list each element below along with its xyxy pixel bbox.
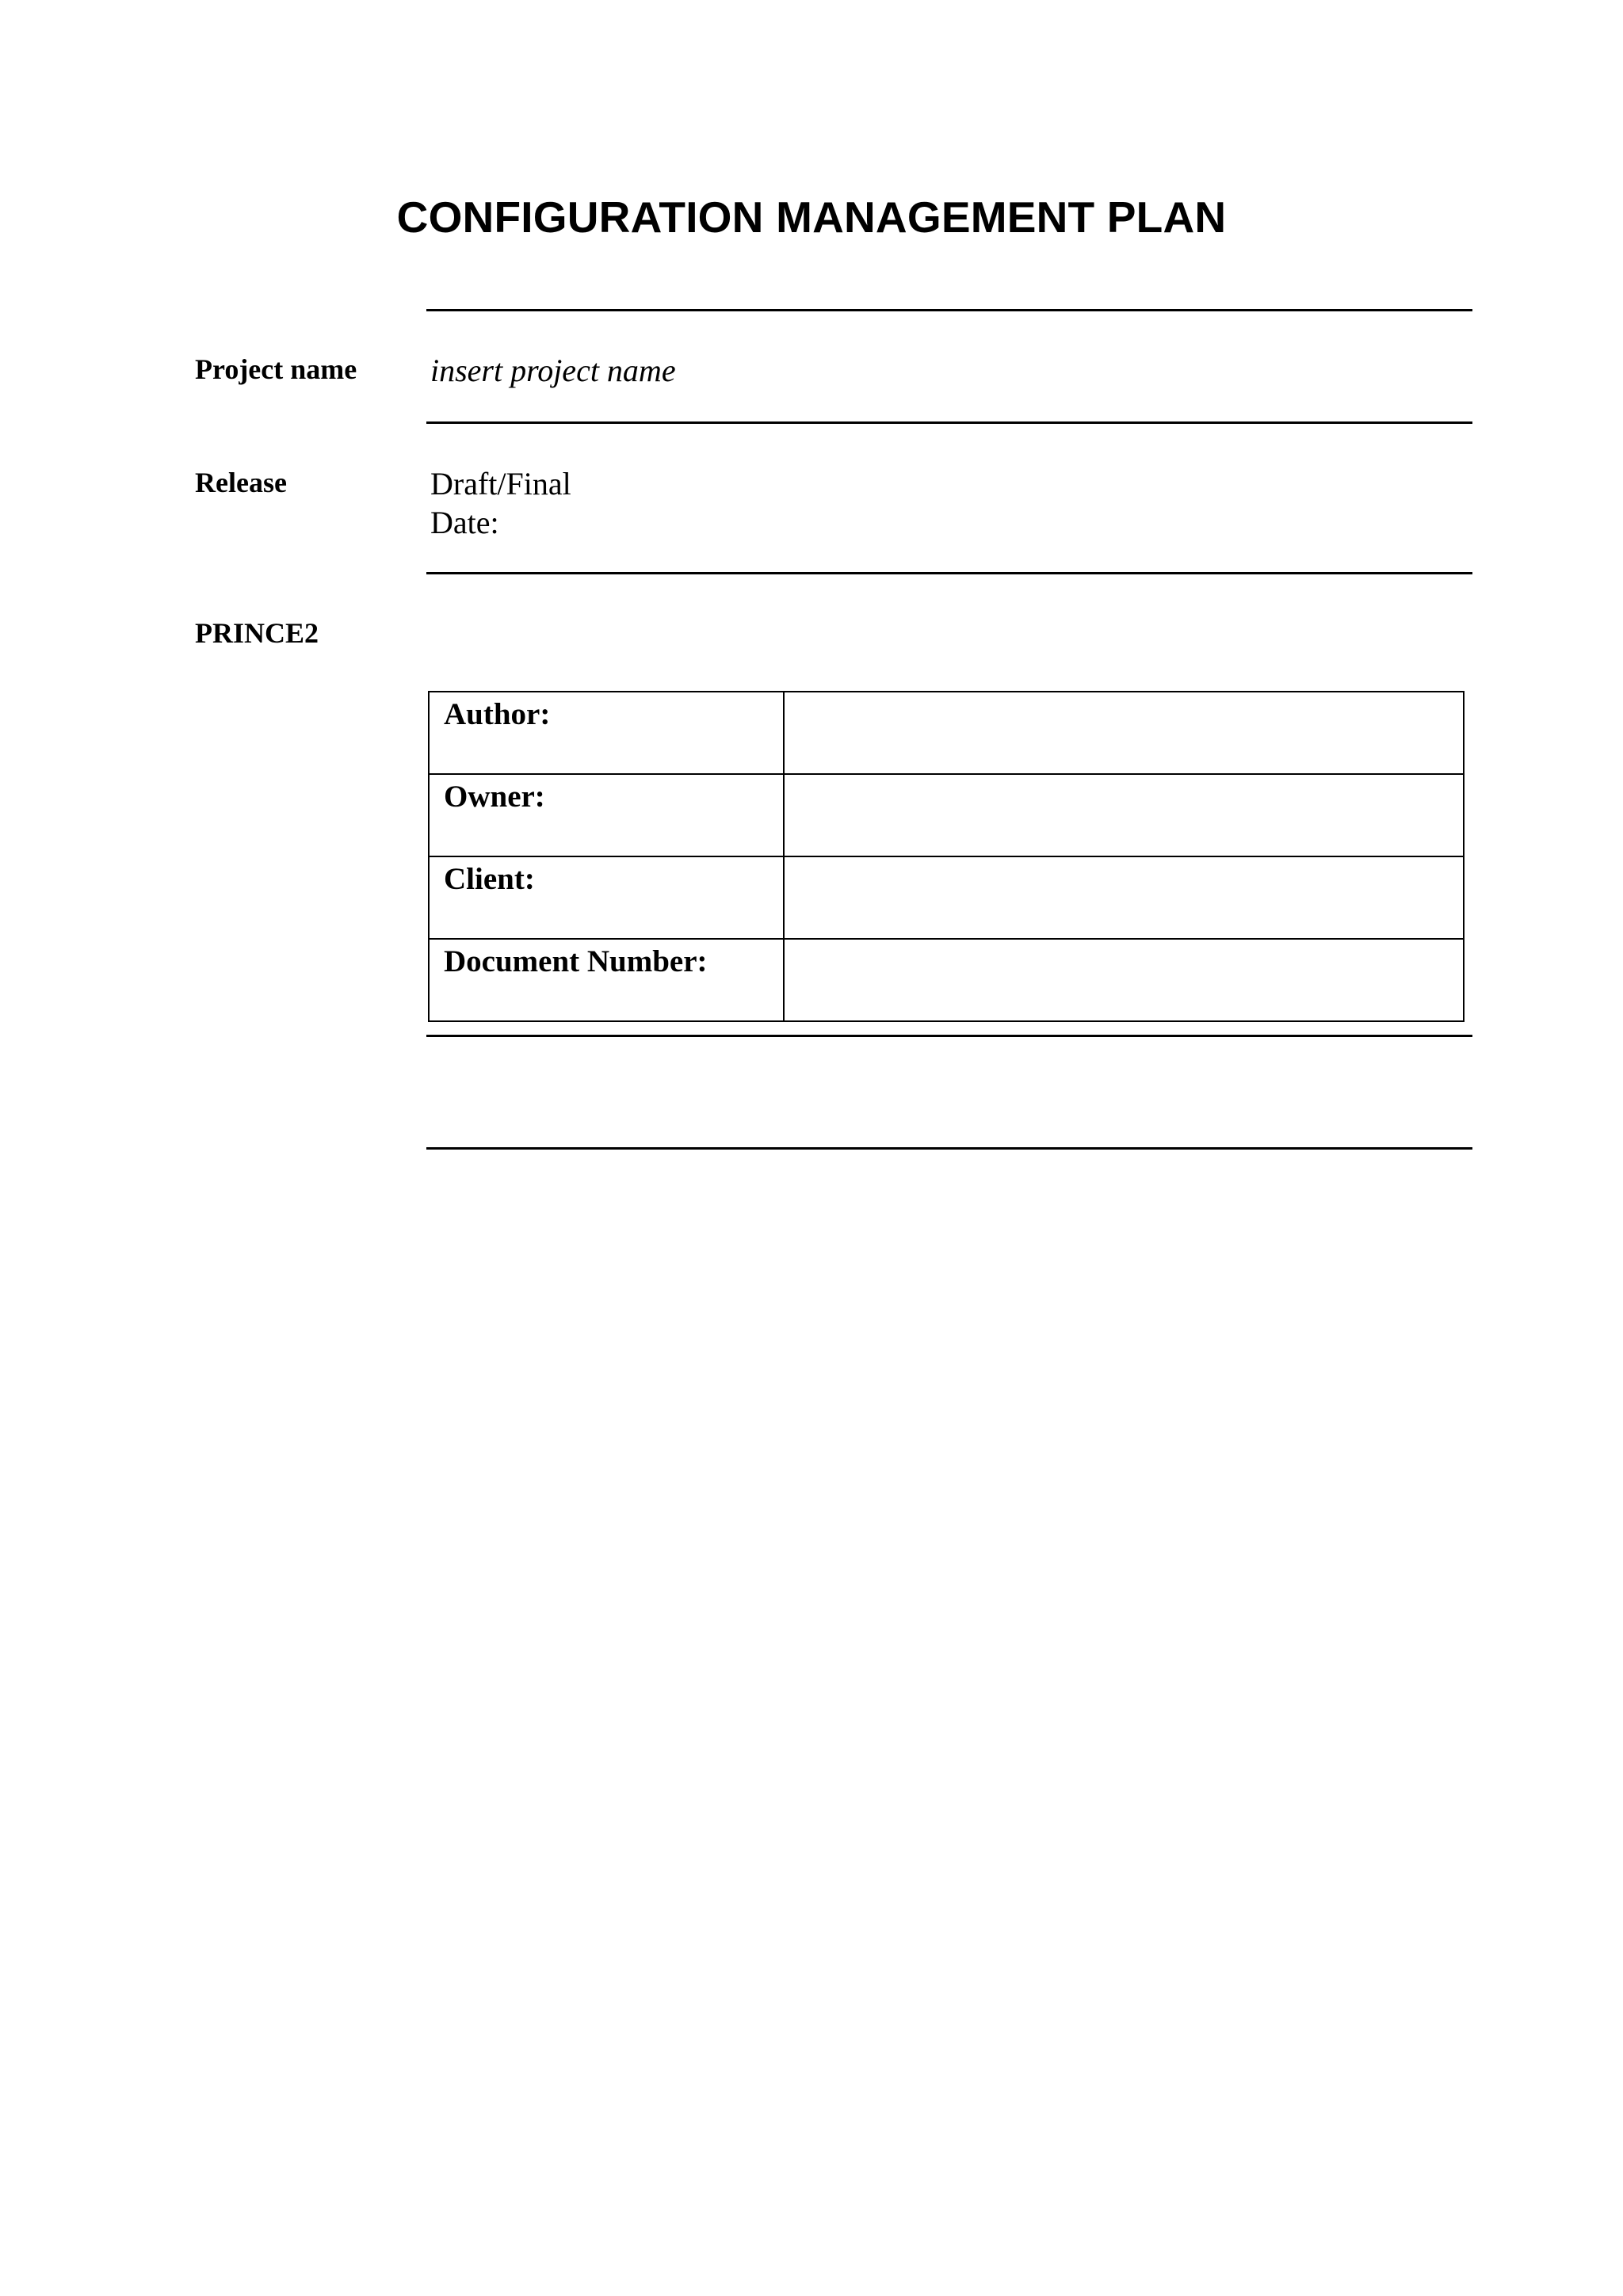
document-number-label: Document Number:: [429, 939, 784, 1021]
table-row: [429, 774, 1464, 856]
divider-release: [426, 572, 1472, 574]
document-info-table: [428, 691, 1465, 1022]
divider-bottom: [426, 1147, 1472, 1150]
document-title: CONFIGURATION MANAGEMENT PLAN: [396, 193, 1227, 242]
author-label: Author:: [429, 692, 784, 774]
divider-project: [426, 421, 1472, 424]
project-name-label: Project name: [195, 353, 357, 385]
table-row: [429, 939, 1464, 1021]
divider-top: [426, 309, 1472, 311]
project-name-value: insert project name: [430, 353, 676, 388]
release-date-value: Date:: [430, 505, 499, 540]
release-status-value: Draft/Final: [430, 466, 571, 502]
owner-value[interactable]: [784, 774, 1464, 856]
owner-label: Owner:: [429, 774, 784, 856]
method-label: PRINCE2: [195, 617, 319, 649]
release-label: Release: [195, 467, 287, 498]
client-label: Client:: [429, 856, 784, 939]
divider-table-bottom: [426, 1035, 1472, 1037]
author-value[interactable]: [784, 692, 1464, 774]
client-value[interactable]: [784, 856, 1464, 939]
document-number-value[interactable]: [784, 939, 1464, 1021]
table-row: [429, 692, 1464, 774]
table-row: [429, 856, 1464, 939]
